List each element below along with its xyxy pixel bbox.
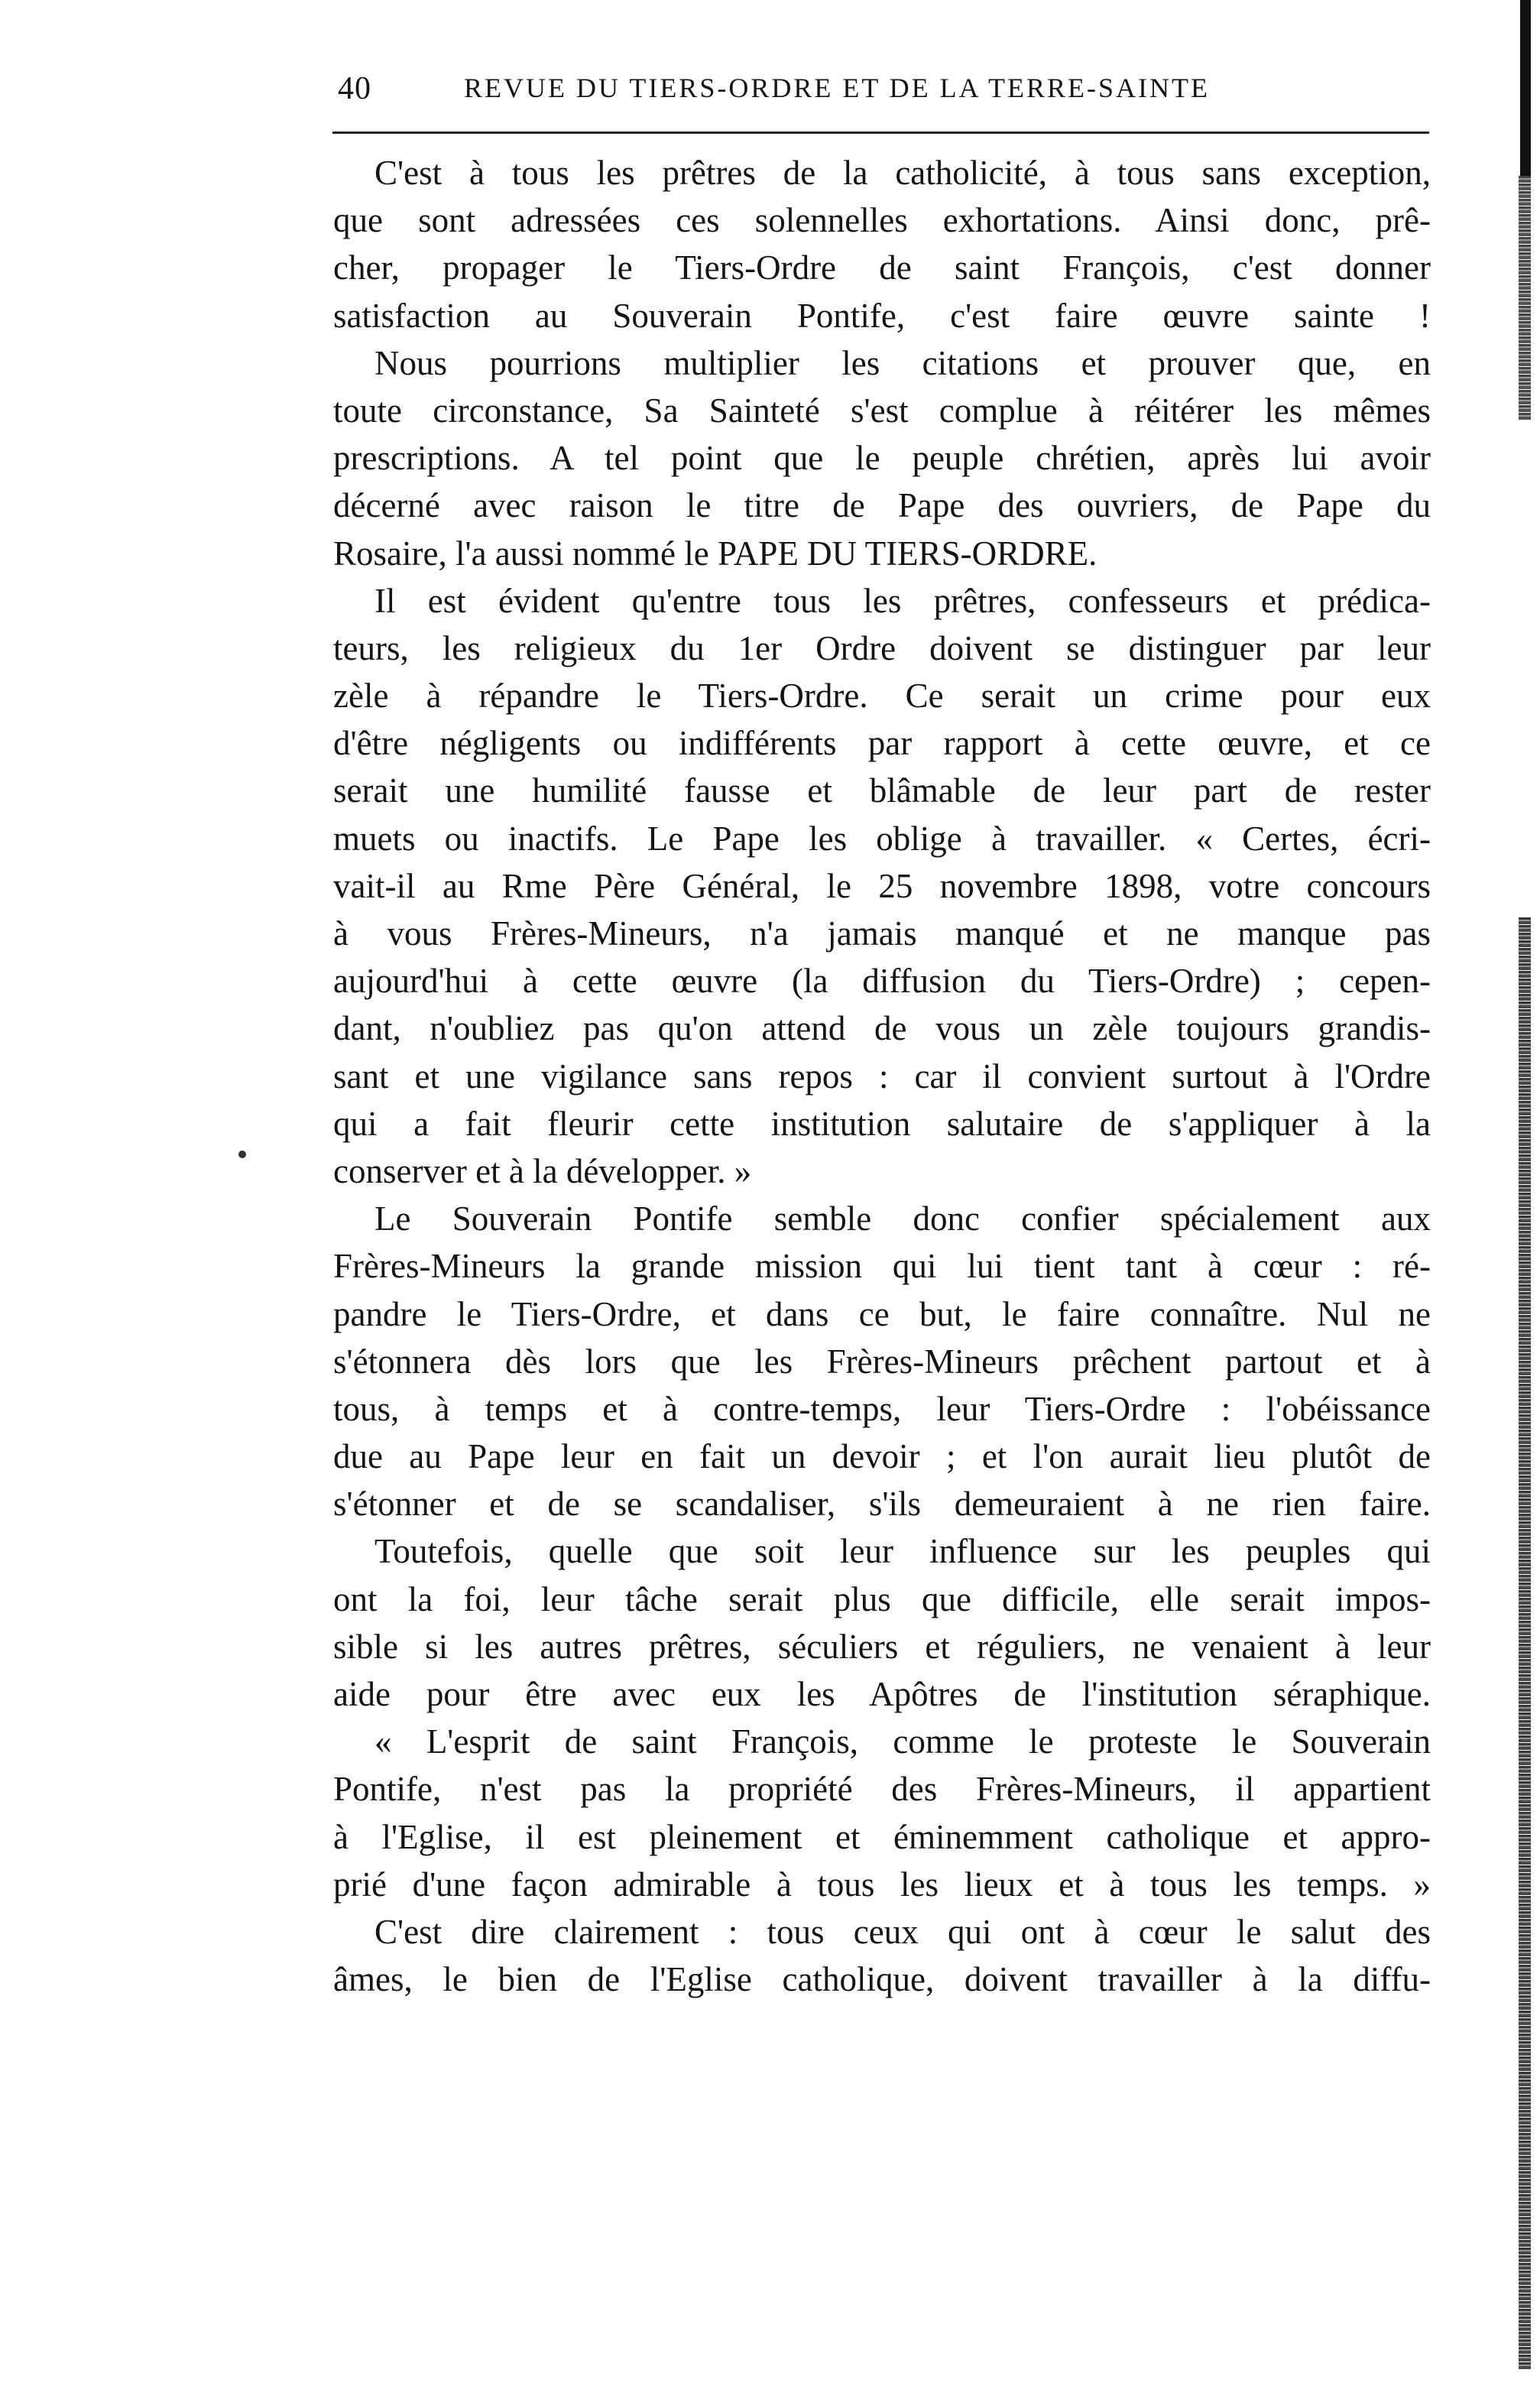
text-line: décerné avec raison le titre de Pape des ouvriers, de Pape du bbox=[333, 486, 1431, 525]
text-line: d'être négligents ou indifférents par rapport à cette œuvre, et ce bbox=[333, 724, 1431, 763]
text-line: prescriptions. A tel point que le peuple chrétien, après lui avoir bbox=[333, 439, 1431, 478]
scan-edge-strip bbox=[1519, 176, 1531, 420]
text-line: prié d'une façon admirable à tous les lieux et à tous les temps. » bbox=[333, 1865, 1431, 1904]
text-line: à l'Eglise, il est pleinement et éminemment catholique et appro- bbox=[333, 1817, 1431, 1856]
text-line: Pontife, n'est pas la propriété des Frères-Mineurs, il appartient bbox=[333, 1770, 1431, 1809]
text-line: Frères-Mineurs la grande mission qui lui tient tant à cœur : ré- bbox=[333, 1247, 1431, 1286]
text-line: pandre le Tiers-Ordre, et dans ce but, le faire connaître. Nul ne bbox=[333, 1294, 1431, 1333]
text-line: Toutefois, quelle que soit leur influence sur les peuples qui bbox=[374, 1532, 1431, 1571]
running-title: REVUE DU TIERS-ORDRE ET DE LA TERRE-SAINTE bbox=[464, 73, 1210, 103]
text-line: C'est dire clairement : tous ceux qui ont à cœur le salut des bbox=[374, 1912, 1431, 1951]
text-line: due au Pape leur en fait un devoir ; et l'on aurait lieu plutôt de bbox=[333, 1437, 1431, 1476]
header-rule bbox=[332, 131, 1429, 134]
text-line: C'est à tous les prêtres de la catholicité, à tous sans exception, bbox=[374, 154, 1431, 192]
running-header bbox=[330, 70, 1431, 116]
text-line: Rosaire, l'a aussi nommé le PAPE DU TIERS-ORDRE. bbox=[333, 534, 1097, 573]
text-line: conserver et à la développer. » bbox=[333, 1151, 752, 1190]
text-line: muets ou inactifs. Le Pape les oblige à travailler. « Certes, écri- bbox=[333, 819, 1431, 858]
text-line: « L'esprit de saint François, comme le proteste le Souverain bbox=[374, 1722, 1431, 1761]
page-number: 40 bbox=[338, 71, 371, 106]
text-line: toute circonstance, Sa Sainteté s'est complue à réitérer les mêmes bbox=[333, 391, 1431, 430]
scan-edge-strip bbox=[1519, 917, 1531, 2370]
text-line: cher, propager le Tiers-Ordre de saint François, c'est donner bbox=[333, 248, 1431, 287]
text-line: qui a fait fleurir cette institution salutaire de s'appliquer à la bbox=[333, 1104, 1431, 1143]
text-line: aujourd'hui à cette œuvre (la diffusion du Tiers-Ordre) ; cepen- bbox=[333, 962, 1431, 1001]
text-line: s'étonner et de se scandaliser, s'ils demeuraient à ne rien faire. bbox=[333, 1485, 1431, 1524]
text-line: sible si les autres prêtres, séculiers et réguliers, ne venaient à leur bbox=[333, 1627, 1431, 1666]
text-line: âmes, le bien de l'Eglise catholique, doivent travailler à la diffu- bbox=[333, 1960, 1431, 1999]
text-line: Il est évident qu'entre tous les prêtres, confesseurs et prédica- bbox=[374, 581, 1431, 620]
text-line: à vous Frères-Mineurs, n'a jamais manqué et ne manque pas bbox=[333, 914, 1431, 953]
scan-edge-strip bbox=[1520, 0, 1531, 176]
scan-edge-shadow bbox=[1506, 0, 1540, 2389]
text-line: que sont adressées ces solennelles exhortations. Ainsi donc, prê- bbox=[333, 201, 1431, 240]
text-line: teurs, les religieux du 1er Ordre doivent se distinguer par leur bbox=[333, 628, 1431, 667]
text-line: dant, n'oubliez pas qu'on attend de vous un zèle toujours grandis- bbox=[333, 1009, 1431, 1048]
text-line: ont la foi, leur tâche serait plus que difficile, elle serait impos- bbox=[333, 1579, 1431, 1618]
text-line: vait-il au Rme Père Général, le 25 novembre 1898, votre concours bbox=[333, 866, 1431, 905]
text-line: satisfaction au Souverain Pontife, c'est faire œuvre sainte ! bbox=[333, 296, 1431, 335]
body-text bbox=[333, 149, 1431, 2003]
text-line: Le Souverain Pontife semble donc confier spécialement aux bbox=[374, 1199, 1431, 1238]
text-line: aide pour être avec eux les Apôtres de l'institution séraphique. bbox=[333, 1675, 1431, 1713]
text-line: tous, à temps et à contre-temps, leur Tiers-Ordre : l'obéissance bbox=[333, 1389, 1431, 1428]
text-line: Nous pourrions multiplier les citations et prouver que, en bbox=[374, 343, 1431, 382]
text-line: zèle à répandre le Tiers-Ordre. Ce serait un crime pour eux bbox=[333, 677, 1431, 716]
text-line: s'étonnera dès lors que les Frères-Mineurs prêchent partout et à bbox=[333, 1342, 1431, 1381]
text-line: serait une humilité fausse et blâmable de leur part de rester bbox=[333, 771, 1431, 810]
stray-ink-mark bbox=[238, 1151, 246, 1158]
text-line: sant et une vigilance sans repos : car il convient surtout à l'Ordre bbox=[333, 1057, 1431, 1095]
